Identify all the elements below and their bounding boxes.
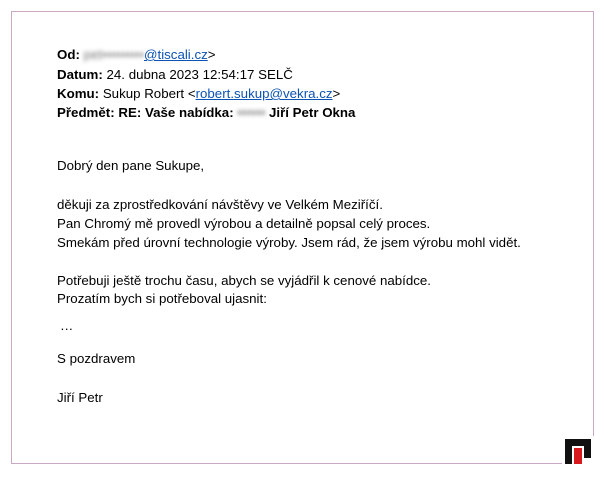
header-from: [57, 46, 216, 64]
paragraph-1-line-2: Pan Chromý mě provedl výrobou a detailně popsal celý proces.: [57, 216, 431, 231]
greeting: Dobrý den pane Sukupe,: [57, 158, 205, 173]
signature: Jiří Petr: [57, 390, 103, 405]
from-close: >: [207, 47, 216, 62]
date-label: Datum:: [57, 67, 103, 82]
ellipsis: …: [60, 318, 74, 333]
email-document: [11, 11, 594, 464]
vekra-logo-icon: [562, 436, 594, 467]
paragraph-1-line-1: děkuji za zprostředkování návštěvy ve Velkém Meziříčí.: [57, 197, 383, 212]
to-label: Komu:: [57, 86, 100, 101]
to-close: >: [332, 86, 341, 101]
from-redacted: pet•••••••••: [83, 47, 144, 62]
paragraph-2-line-2: Prozatím bych si potřeboval ujasnit:: [57, 291, 267, 306]
subject-prefix: RE: Vaše nabídka:: [118, 105, 234, 120]
header-to: [57, 85, 340, 103]
to-email-link[interactable]: robert.sukup@vekra.cz: [195, 86, 333, 101]
closing: S pozdravem: [57, 351, 136, 366]
to-name: Sukup Robert <: [102, 86, 196, 101]
paragraph-1-line-3: Smekám před úrovní technologie výroby. Jsem rád, že jsem výrobu mohl vidět.: [57, 235, 521, 250]
from-domain-link[interactable]: @tiscali.cz: [144, 47, 208, 62]
date-value: 24. dubna 2023 12:54:17 SELČ: [106, 67, 293, 82]
subject-label: Předmět:: [57, 105, 115, 120]
subject-suffix: Jiří Petr Okna: [268, 105, 356, 120]
subject-redacted: ••••••: [237, 105, 266, 120]
from-label: Od:: [57, 47, 80, 62]
header-subject: [57, 104, 355, 122]
header-date: [57, 66, 293, 84]
paragraph-2-line-1: Potřebuji ještě trochu času, abych se vyjádřil k cenové nabídce.: [57, 273, 431, 288]
